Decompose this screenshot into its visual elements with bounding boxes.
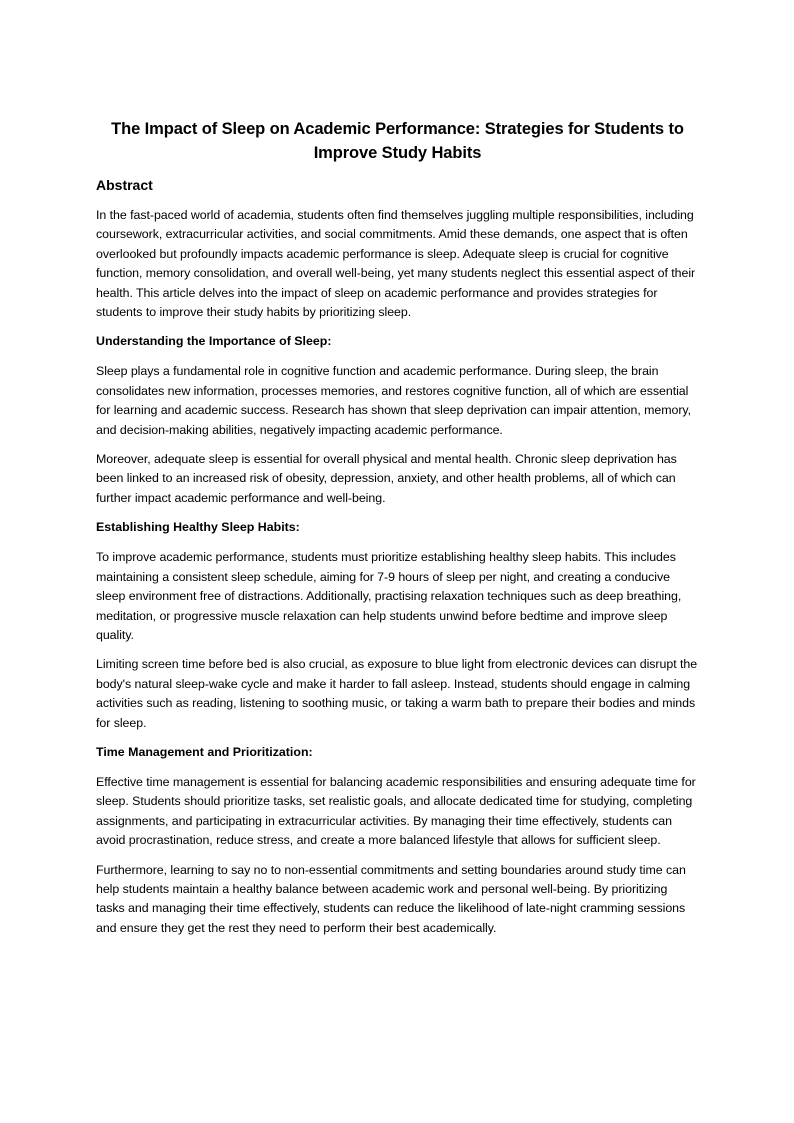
paragraph: Furthermore, learning to say no to non-essential commitments and setting boundaries around study time can help students maintain a healthy balance between academic work and personal well-being. By prioritizing tasks and managing their time effectively, students can reduce the likelihood of late-night cramming sessions and ensure they get the rest they need to perform their best academically. [96,862,686,935]
section-heading-importance-of-sleep: Understanding the Importance of Sleep: [96,334,332,349]
section-heading-healthy-sleep-habits: Establishing Healthy Sleep Habits: [96,520,300,535]
abstract-heading: Abstract [96,177,153,193]
paragraph: Moreover, adequate sleep is essential for overall physical and mental health. Chronic sleep deprivation has been linked to an increased risk of obesity, depression, anxiety, and other health problems, all of which can further impact academic performance and well-being. [96,452,677,505]
document-page [96,117,699,948]
document-title: The Impact of Sleep on Academic Performance: Strategies for Students to Improve Study Habits [111,120,684,162]
paragraph: Effective time management is essential for balancing academic responsibilities and ensuring adequate time for sleep. Students should prioritize tasks, set realistic goals, and allocate dedicated time for studying, completing assignments, and participating in extracurricular activities. By managing their time effectively, students can avoid procrastination, reduce stress, and create a more balanced lifestyle that allows for sufficient sleep. [96,774,696,848]
paragraph: Limiting screen time before bed is also crucial, as exposure to blue light from electronic devices can disrupt the body's natural sleep-wake cycle and make it harder to fall asleep. Instead, students should engage in calming activities such as reading, listening to soothing music, or taking a warm bath to prepare their bodies and minds for sleep. [96,657,698,730]
paragraph: Sleep plays a fundamental role in cognitive function and academic performance. During sleep, the brain consolidates new information, processes memories, and restores cognitive function, all of which are essential for learning and academic success. Research has shown that sleep deprivation can impair attention, memory, and decision-making abilities, negatively impacting academic performance. [96,364,692,437]
section-heading-time-management: Time Management and Prioritization: [96,744,313,759]
paragraph: To improve academic performance, students must prioritize establishing healthy sleep habits. This includes maintaining a consistent sleep schedule, aiming for 7-9 hours of sleep per night, and creating a conducive sleep environment free of distractions. Additionally, practising relaxation techniques such as deep breathing, meditation, or progressive muscle relaxation can help students unwind before bedtime and improve sleep quality. [96,550,682,642]
abstract-paragraph: In the fast-paced world of academia, students often find themselves juggling multiple responsibilities, including coursework, extracurricular activities, and social commitments. Amid these demands, one aspect that is often overlooked but profoundly impacts academic performance is sleep. Adequate sleep is crucial for cognitive function, memory consolidation, and overall well-being, yet many students neglect this essential aspect of their health. This article delves into the impact of sleep on academic performance and provides strategies for students to improve their study habits by prioritizing sleep. [96,208,696,320]
